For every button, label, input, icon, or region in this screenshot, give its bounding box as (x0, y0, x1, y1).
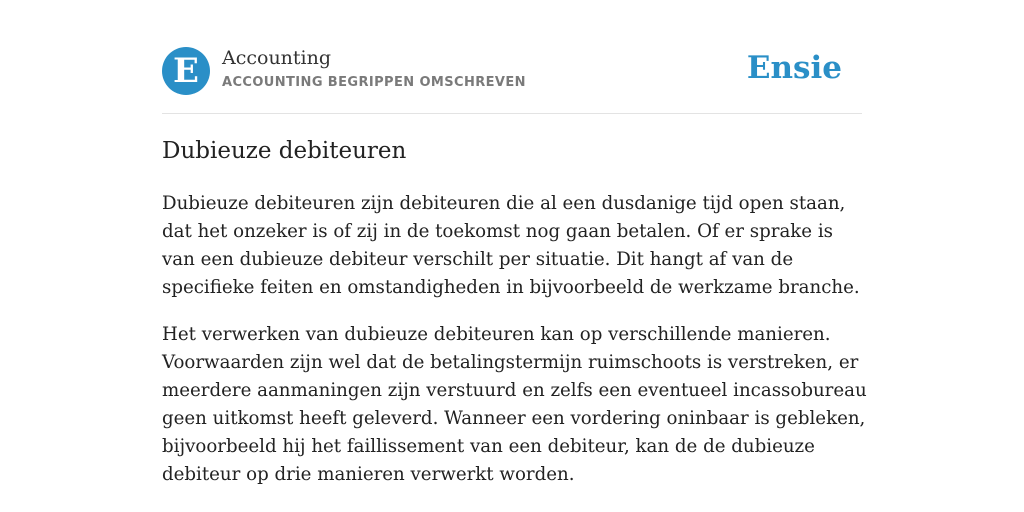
header-divider (162, 113, 862, 114)
ensie-brand-logo[interactable]: Ensie (746, 50, 842, 86)
definition-paragraph-2: Het verwerken van dubieuze debiteuren kan op verschillende manieren. Voorwaarden zijn wel dat de betalingstermijn ruimschoots is verstreken, er meerdere aanmaningen zijn verstuurd en zelfs een eventueel incassobureau geen uitkomst heeft geleverd. Wanneer een vordering oninbaar is gebleken, bijvoorbeeld hij het faillissement van een debiteur, kan de de dubieuze debiteur op drie manieren verwerkt worden. (162, 324, 867, 485)
header (162, 46, 862, 96)
definition-paragraph-1: Dubieuze debiteuren zijn debiteuren die al een dusdanige tijd open staan, dat het onzeker is of zij in de toekomst nog gaan betalen. Of er sprake is van een dubieuze debiteur verschilt per situatie. Dit hangt af van de specifieke feiten en omstandigheden in bijvoorbeeld de werkzame branche. (162, 193, 860, 298)
category-title[interactable]: Accounting (222, 47, 332, 69)
page (162, 0, 867, 512)
term-title: Dubieuze debiteuren (162, 138, 407, 164)
category-subtitle: ACCOUNTING BEGRIPPEN OMSCHREVEN (222, 75, 526, 90)
ensie-e-logo-icon[interactable]: E (162, 47, 210, 95)
